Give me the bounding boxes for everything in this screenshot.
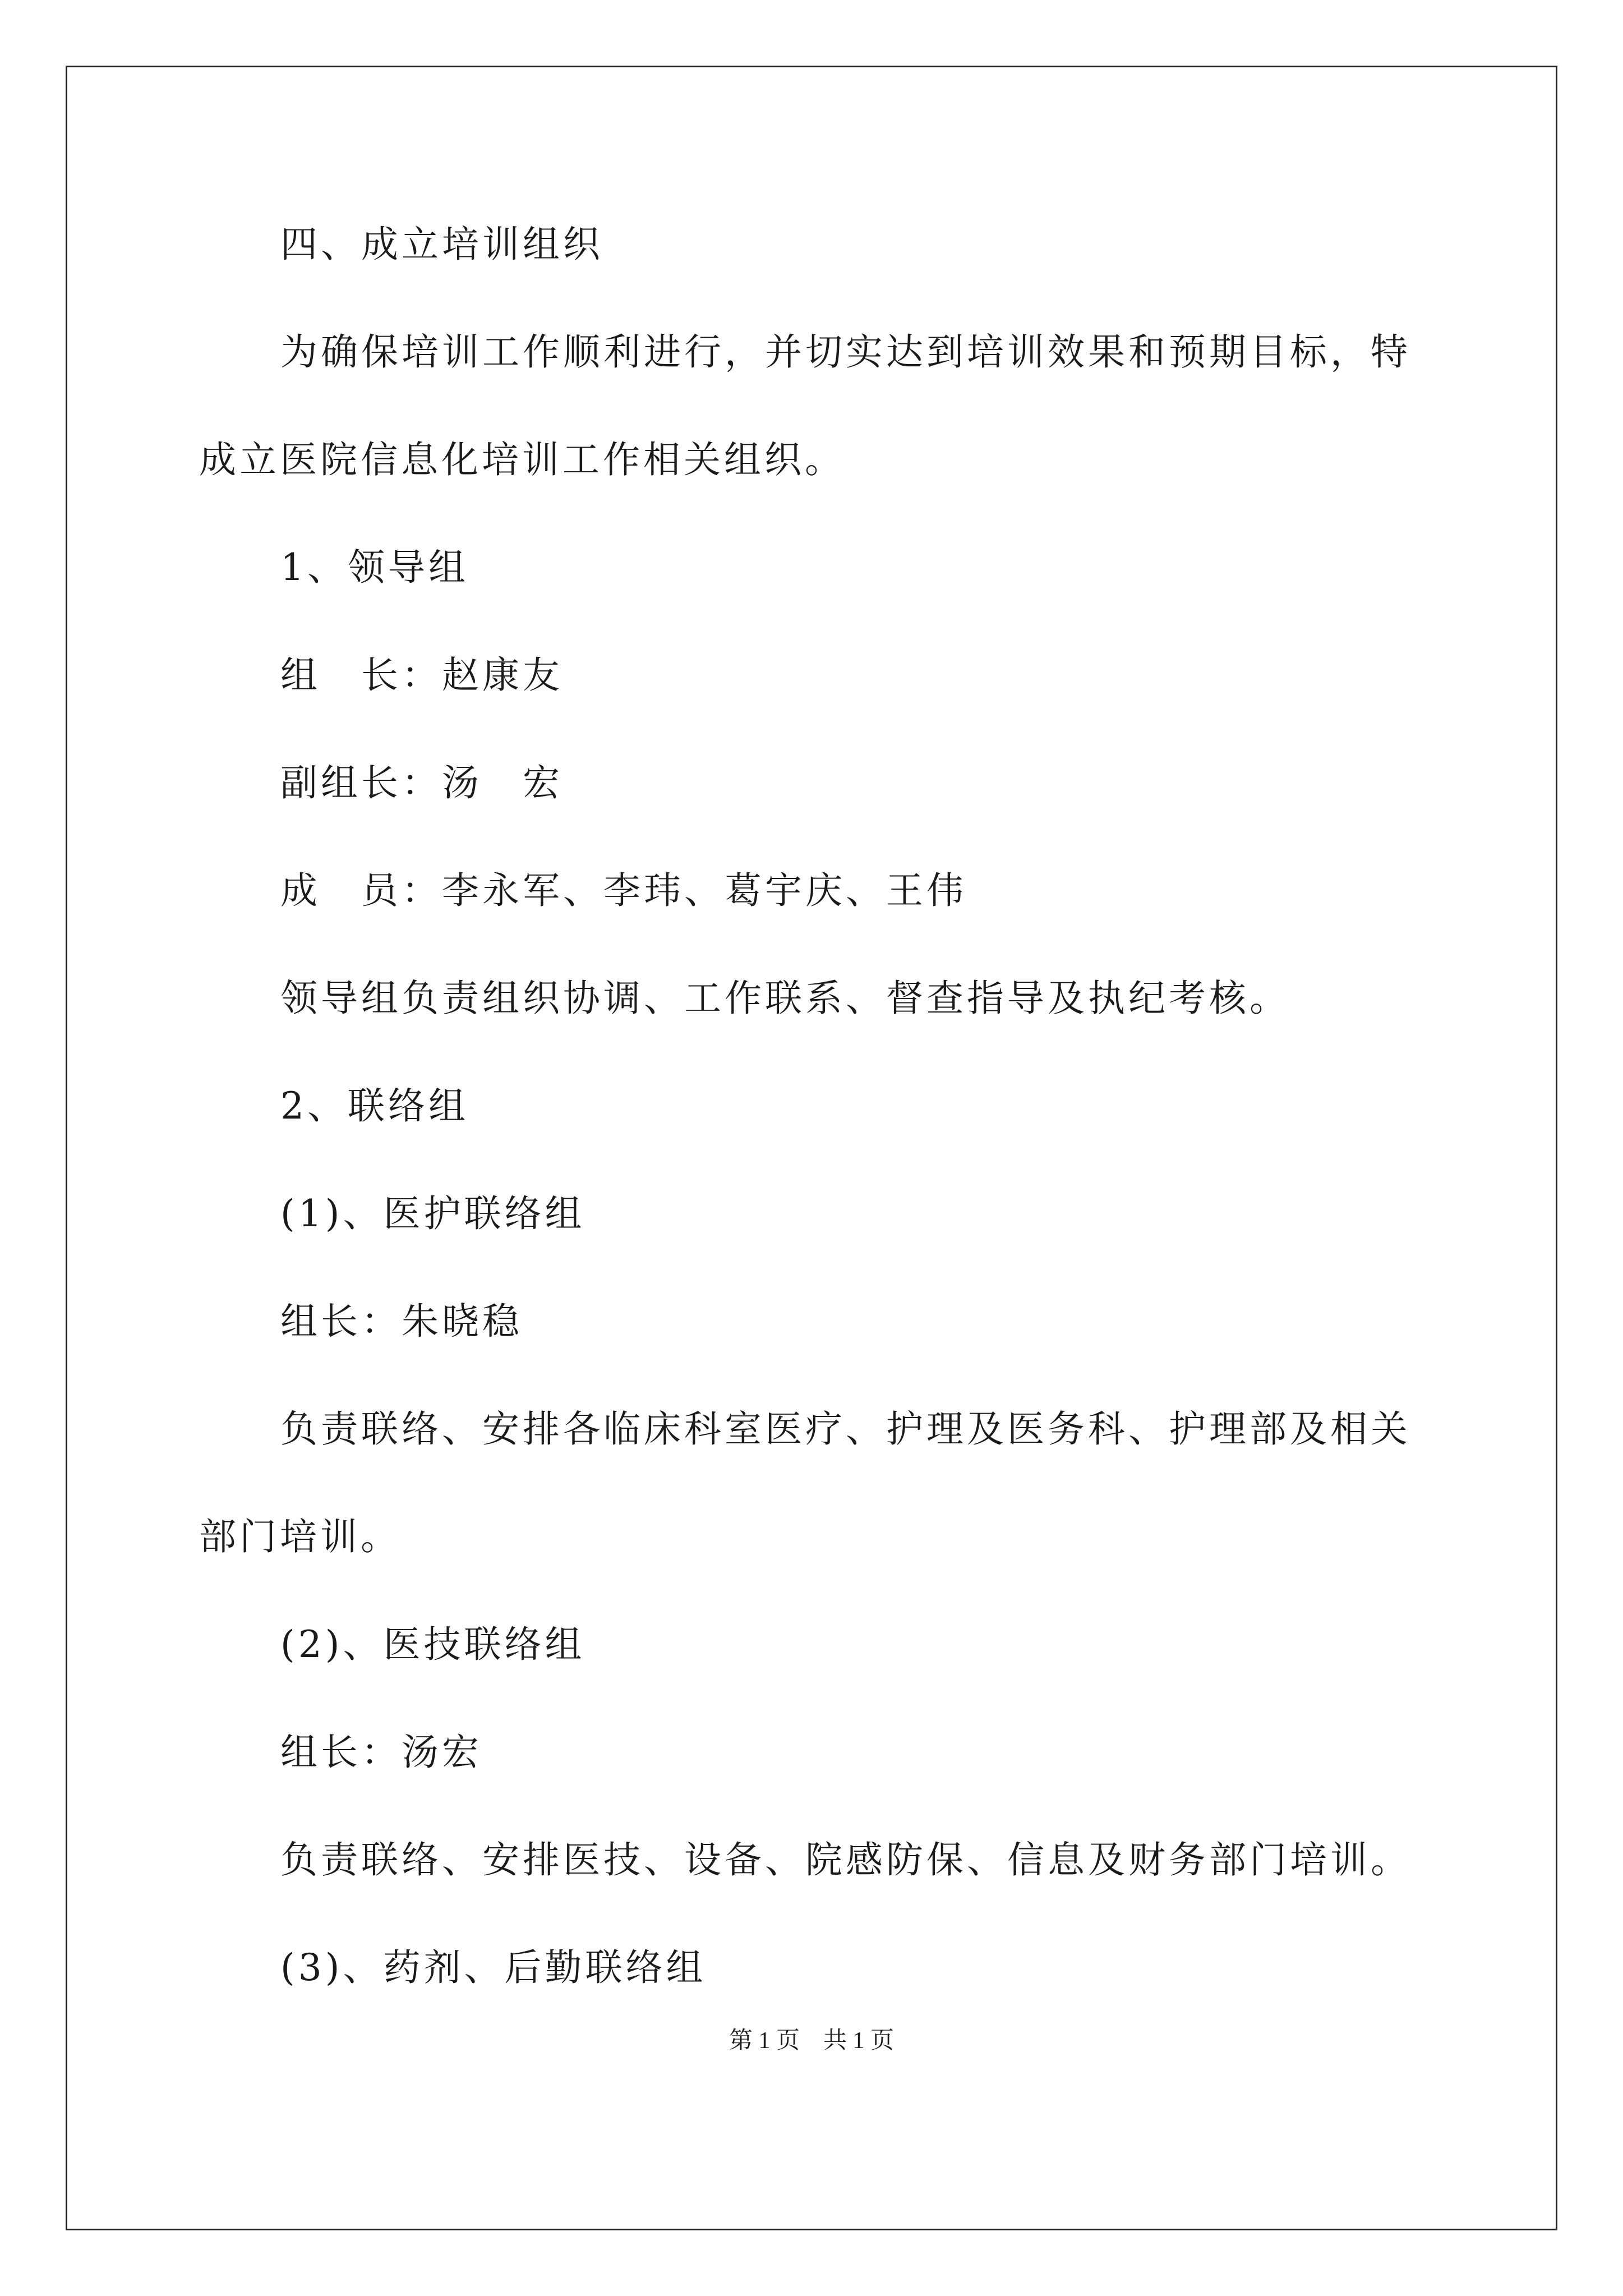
leadership-duty-line: 领导组负责组织协调、工作联系、督查指导及执纪考核。 <box>280 977 1290 1020</box>
section-heading: 四、成立培训组织 <box>280 223 603 266</box>
leadership-group-title: 1、领导组 <box>280 546 469 589</box>
medical-nursing-leader-line: 组长：朱晓稳 <box>280 1300 523 1343</box>
group-leader-line: 组 长：赵康友 <box>280 654 563 697</box>
page-number-footer: 第 1 页 共 1 页 <box>728 2028 894 2054</box>
medical-nursing-duty-line-2: 部门培训。 <box>199 1515 401 1558</box>
medical-nursing-liaison-title: (1)、医护联络组 <box>280 1192 585 1235</box>
medical-nursing-duty-line-1: 负责联络、安排各临床科室医疗、护理及医务科、护理部及相关 <box>280 1407 1411 1451</box>
page-border <box>66 66 1557 2230</box>
deputy-leader-line: 副组长：汤 宏 <box>280 761 563 804</box>
medical-tech-liaison-title: (2)、医技联络组 <box>280 1623 585 1666</box>
intro-paragraph-line-2: 成立医院信息化培训工作相关组织。 <box>199 438 845 481</box>
pharmacy-logistics-liaison-title: (3)、药剂、后勤联络组 <box>280 1946 707 1989</box>
medical-tech-duty-line: 负责联络、安排医技、设备、院感防保、信息及财务部门培训。 <box>280 1838 1411 1881</box>
medical-tech-leader-line: 组长：汤宏 <box>280 1731 482 1774</box>
members-line: 成 员：李永军、李玮、葛宇庆、王伟 <box>280 869 967 912</box>
intro-paragraph-line-1: 为确保培训工作顺利进行，并切实达到培训效果和预期目标，特 <box>280 330 1411 374</box>
liaison-group-title: 2、联络组 <box>280 1084 469 1128</box>
